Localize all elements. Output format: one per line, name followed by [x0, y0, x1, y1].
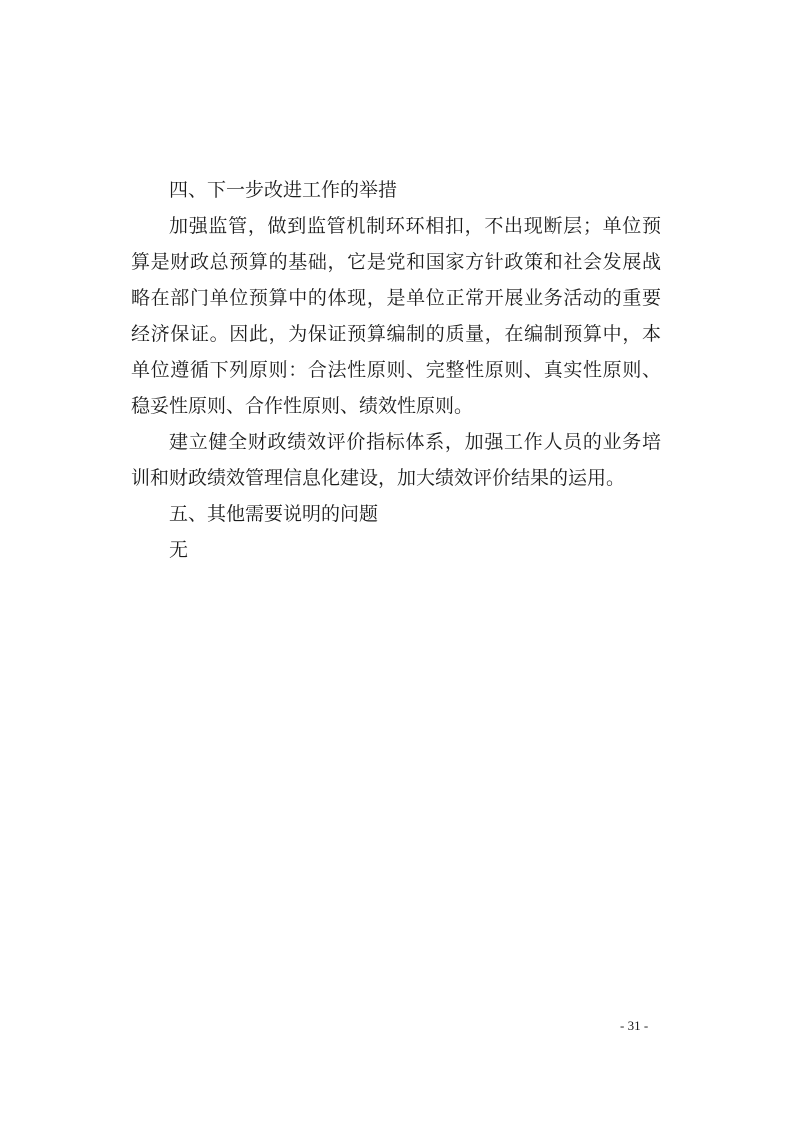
section-5-heading: 五、其他需要说明的问题 — [169, 503, 379, 525]
page-number: - 31 - — [620, 1018, 649, 1033]
section-5-body: 无 — [169, 539, 189, 561]
document-body — [131, 172, 661, 568]
paragraph-evaluation-system: 建立健全财政绩效评价指标体系，加强工作人员的业务培训和财政绩效管理信息化建设，加大绩效评价结果的运用。 — [131, 431, 661, 489]
section-4-heading: 四、下一步改进工作的举措 — [169, 179, 398, 201]
paragraph-supervision: 加强监管，做到监管机制环环相扣，不出现断层；单位预算是财政总预算的基础，它是党和国家方针政策和社会发展战略在部门单位预算中的体现，是单位正常开展业务活动的重要经济保证。因此，为保证预算编制的质量，在编制预算中，本单位遵循下列原则：合法性原则、完整性原则、真实性原则、稳妥性原则、合作性原则、绩效性原则。 — [131, 215, 661, 417]
